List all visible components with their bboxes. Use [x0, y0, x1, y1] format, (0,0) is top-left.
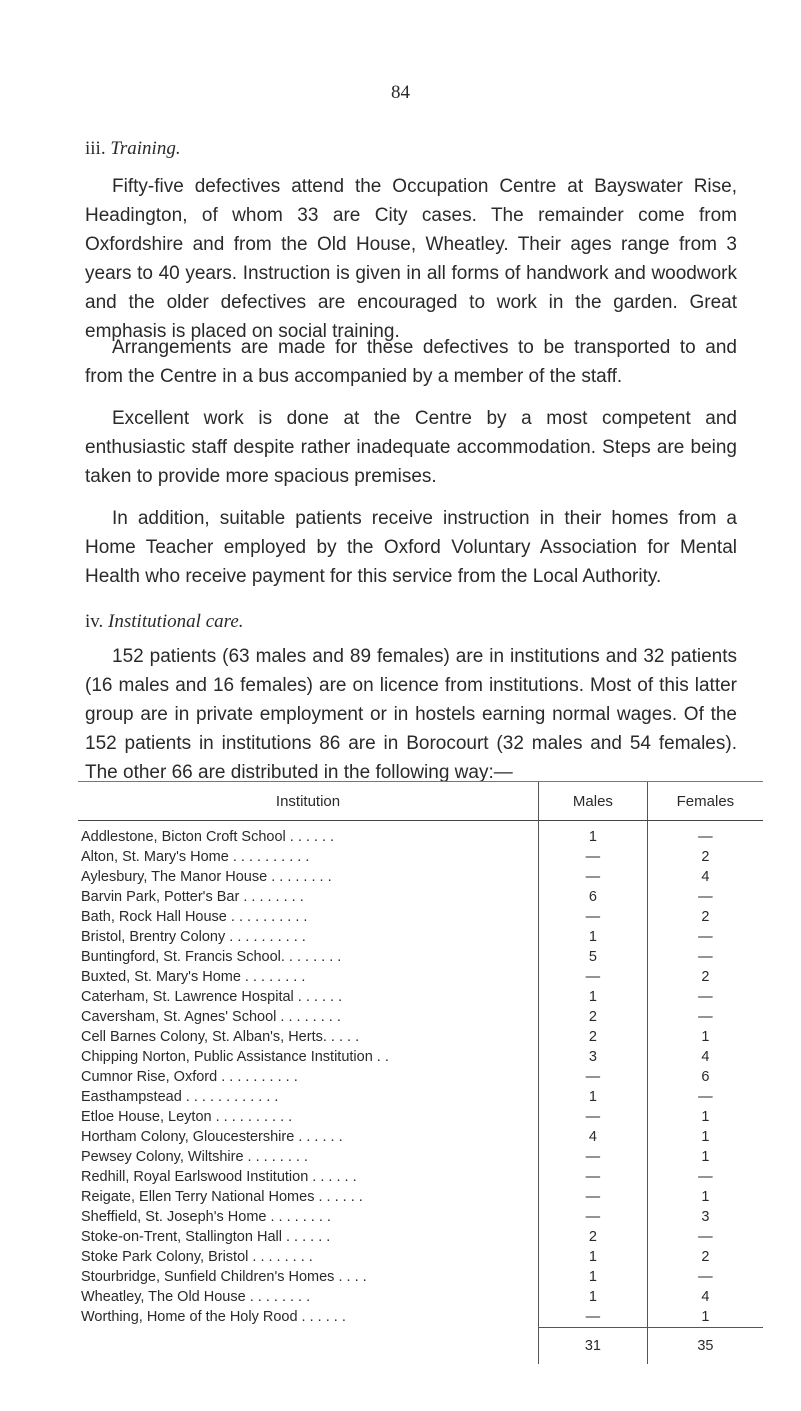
institution-cell: Cell Barnes Colony, St. Alban's, Herts. . . . . [81, 1029, 360, 1045]
institution-cell: Caterham, St. Lawrence Hospital . . . . . . [81, 989, 343, 1005]
section-heading-institutional [85, 611, 737, 633]
males-cell: 1 [539, 1247, 648, 1267]
section-numeral: iii. [85, 138, 106, 159]
table-total-row [78, 1328, 763, 1365]
males-cell: 1 [539, 987, 648, 1007]
table-row [78, 1307, 763, 1328]
males-cell: — [539, 1187, 648, 1207]
table-row [78, 947, 763, 967]
males-cell: 2 [539, 1227, 648, 1247]
institution-cell: Caversham, St. Agnes' School . . . . . . . . [81, 1009, 341, 1025]
males-cell: 4 [539, 1127, 648, 1147]
table-row [78, 1007, 763, 1027]
males-cell: 2 [539, 1027, 648, 1047]
institution-cell: Buntingford, St. Francis School. . . . . . . . [81, 949, 342, 965]
paragraph: 152 patients (63 males and 89 females) are in institutions and 32 patients (16 males and 16 females) are on licence from institutions. Most of this latter group are in private employment or in hostels earning normal wages. Of the 152 patients in institutions 86 are in Borocourt (32 males and 54 females). The other 66 are distributed in the following way:— [85, 646, 737, 783]
females-cell: 1 [647, 1147, 763, 1167]
training-paragraph-1 [85, 172, 737, 346]
table-row [78, 887, 763, 907]
females-cell: — [647, 1267, 763, 1287]
paragraph: In addition, suitable patients receive instruction in their homes from a Home Teacher employed by the Oxford Voluntary Association for Mental Health who receive payment for this service from the Local Authority. [85, 508, 737, 587]
table-row [78, 987, 763, 1007]
table-header-row [78, 782, 763, 821]
females-cell: 1 [647, 1027, 763, 1047]
table-row [78, 907, 763, 927]
males-cell: — [539, 1167, 648, 1187]
table-row [78, 1127, 763, 1147]
institution-cell: Pewsey Colony, Wiltshire . . . . . . . . [81, 1149, 308, 1165]
total-females: 35 [647, 1328, 763, 1365]
males-cell: 1 [539, 1267, 648, 1287]
institutional-paragraph-1 [85, 642, 737, 787]
section-title: Institutional care. [108, 611, 244, 632]
total-males: 31 [539, 1328, 648, 1365]
section-institutional-care [85, 611, 737, 633]
institution-cell: Cumnor Rise, Oxford . . . . . . . . . . [81, 1069, 298, 1085]
institution-table-wrap [78, 781, 763, 1364]
paragraph: Excellent work is done at the Centre by a most competent and enthusiastic staff despite rather inadequate accommodation. Steps are being taken to provide more spacious premises. [85, 408, 737, 487]
females-cell: — [647, 887, 763, 907]
institution-cell: Redhill, Royal Earlswood Institution . . . . . . [81, 1169, 357, 1185]
institution-cell: Etloe House, Leyton . . . . . . . . . . [81, 1109, 293, 1125]
table-row [78, 1067, 763, 1087]
header-institution: Institution [78, 782, 539, 821]
institution-cell: Bath, Rock Hall House . . . . . . . . . . [81, 909, 308, 925]
header-males: Males [539, 782, 648, 821]
males-cell: 1 [539, 927, 648, 947]
females-cell: — [647, 1087, 763, 1107]
institution-cell: Worthing, Home of the Holy Rood . . . . . . [81, 1309, 346, 1326]
males-cell: — [539, 1107, 648, 1127]
females-cell: — [647, 987, 763, 1007]
table-row [78, 1027, 763, 1047]
females-cell: — [647, 1167, 763, 1187]
institution-cell: Addlestone, Bicton Croft School . . . . . . [81, 829, 335, 845]
females-cell: 2 [647, 847, 763, 867]
table-row [78, 1107, 763, 1127]
institution-cell: Hortham Colony, Gloucestershire . . . . . . [81, 1129, 343, 1145]
males-cell: 3 [539, 1047, 648, 1067]
females-cell: 4 [647, 867, 763, 887]
institution-cell: Wheatley, The Old House . . . . . . . . [81, 1289, 311, 1305]
table-row [78, 1187, 763, 1207]
females-cell: — [647, 947, 763, 967]
males-cell: — [539, 1207, 648, 1227]
table-row [78, 1167, 763, 1187]
table-row [78, 1247, 763, 1267]
females-cell: 1 [647, 1127, 763, 1147]
males-cell: — [539, 907, 648, 927]
table-row [78, 967, 763, 987]
institution-cell: Sheffield, St. Joseph's Home . . . . . . . . [81, 1209, 331, 1225]
paragraph: Fifty-five defectives attend the Occupation Centre at Bayswater Rise, Headington, of whom 33 are City cases. The remainder come from Oxfordshire and from the Old House, Wheatley. Their ages range from 3 years to 40 years. Instruction is given in all forms of handwork and woodwork and the older defectives are encouraged to work in the garden. Great emphasis is placed on social training. [85, 176, 737, 342]
table-row [78, 847, 763, 867]
females-cell: — [647, 821, 763, 848]
table-row [78, 1207, 763, 1227]
table-row [78, 867, 763, 887]
institution-cell: Bristol, Brentry Colony . . . . . . . . . . [81, 929, 306, 945]
training-paragraph-2 [85, 333, 737, 391]
females-cell: 3 [647, 1207, 763, 1227]
females-cell: 2 [647, 907, 763, 927]
males-cell: 6 [539, 887, 648, 907]
section-numeral: iv. [85, 611, 104, 632]
males-cell: 1 [539, 1287, 648, 1307]
section-heading-training [85, 138, 737, 160]
table-row [78, 1047, 763, 1067]
females-cell: — [647, 1007, 763, 1027]
females-cell: 4 [647, 1047, 763, 1067]
males-cell: 1 [539, 1087, 648, 1107]
females-cell: — [647, 1227, 763, 1247]
training-paragraph-4 [85, 504, 737, 591]
header-females: Females [647, 782, 763, 821]
paragraph: Arrangements are made for these defectives to be transported to and from the Centre in a bus accompanied by a member of the staff. [85, 337, 737, 387]
institution-cell: Stoke-on-Trent, Stallington Hall . . . . . . [81, 1229, 331, 1245]
page-number: 84 [391, 82, 410, 103]
institution-table [78, 781, 763, 1364]
males-cell: 2 [539, 1007, 648, 1027]
males-cell: 1 [539, 821, 648, 848]
institution-cell: Easthampstead . . . . . . . . . . . . [81, 1089, 279, 1105]
table-row [78, 1287, 763, 1307]
institution-cell: Aylesbury, The Manor House . . . . . . . . [81, 869, 332, 885]
training-paragraph-3 [85, 404, 737, 491]
females-cell: 2 [647, 1247, 763, 1267]
females-cell: 6 [647, 1067, 763, 1087]
table-row [78, 1147, 763, 1167]
institution-cell: Alton, St. Mary's Home . . . . . . . . . . [81, 849, 310, 865]
males-cell: — [539, 847, 648, 867]
table-row [78, 1227, 763, 1247]
females-cell: 1 [647, 1307, 763, 1328]
section-title: Training. [110, 138, 181, 159]
males-cell: — [539, 1307, 648, 1328]
females-cell: 2 [647, 967, 763, 987]
males-cell: — [539, 1067, 648, 1087]
males-cell: 5 [539, 947, 648, 967]
institution-cell: Buxted, St. Mary's Home . . . . . . . . [81, 969, 306, 985]
table-body [78, 821, 763, 1365]
table-row [78, 821, 763, 848]
males-cell: — [539, 867, 648, 887]
table-row [78, 927, 763, 947]
table-row [78, 1087, 763, 1107]
table-row [78, 1267, 763, 1287]
institution-cell: Chipping Norton, Public Assistance Institution . . [81, 1049, 389, 1065]
females-cell: 1 [647, 1187, 763, 1207]
females-cell: 1 [647, 1107, 763, 1127]
section-training [85, 138, 737, 160]
institution-cell: Barvin Park, Potter's Bar . . . . . . . . [81, 889, 304, 905]
institution-cell: Reigate, Ellen Terry National Homes . . . . . . [81, 1189, 363, 1205]
females-cell: 4 [647, 1287, 763, 1307]
institution-cell: Stoke Park Colony, Bristol . . . . . . . . [81, 1249, 313, 1265]
males-cell: — [539, 1147, 648, 1167]
females-cell: — [647, 927, 763, 947]
total-label-cell [78, 1328, 539, 1365]
males-cell: — [539, 967, 648, 987]
institution-cell: Stourbridge, Sunfield Children's Homes . . . . [81, 1269, 367, 1285]
